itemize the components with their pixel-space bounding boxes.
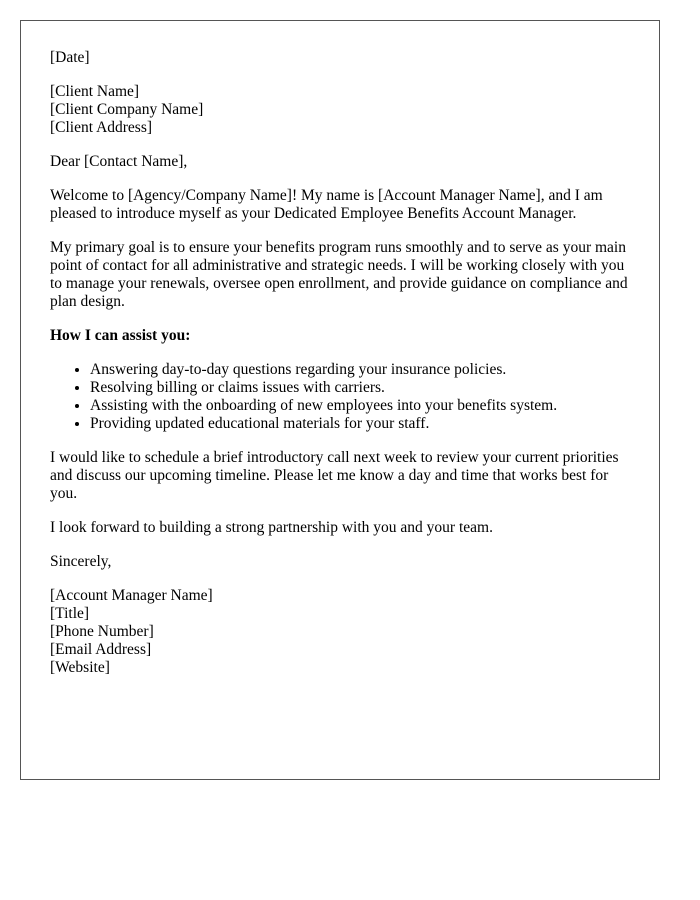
signature-block — [50, 587, 630, 677]
letter-page — [20, 20, 660, 780]
recipient-company: [Client Company Name] — [50, 101, 204, 118]
list-item: • Resolving billing or claims issues with carriers. — [90, 379, 630, 397]
call-paragraph: I would like to schedule a brief introductory call next week to review your current priorities and discuss our upcoming timeline. Please let me know a day and time that works best for you. — [50, 449, 619, 502]
assist-heading: How I can assist you: — [50, 327, 191, 344]
signoff: Sincerely, — [50, 553, 112, 570]
letter-body — [50, 49, 630, 693]
signature-phone: [Phone Number] — [50, 623, 154, 640]
list-item: • Answering day-to-day questions regarding your insurance policies. — [90, 361, 630, 379]
signature-title: [Title] — [50, 605, 90, 622]
signature-email: [Email Address] — [50, 641, 152, 658]
goal-paragraph: My primary goal is to ensure your benefits program runs smoothly and to serve as your main point of contact for all administrative and strategic needs. I will be working closely with you to manage your renewals, oversee open enrollment, and provide guidance on compliance and plan design. — [50, 239, 628, 310]
date-block — [50, 49, 630, 67]
list-item: • Providing updated educational materials for your staff. — [90, 415, 630, 433]
list-item: • Assisting with the onboarding of new employees into your benefits system. — [90, 397, 630, 415]
recipient-address: [Client Address] — [50, 119, 153, 136]
signature-website: [Website] — [50, 659, 110, 676]
closing-paragraph: I look forward to building a strong partnership with you and your team. — [50, 519, 493, 536]
letter-date: [Date] — [50, 49, 90, 66]
salutation: Dear [Contact Name], — [50, 153, 188, 170]
recipient-block — [50, 83, 630, 137]
signature-name: [Account Manager Name] — [50, 587, 213, 604]
recipient-name: [Client Name] — [50, 83, 140, 100]
assist-list — [50, 361, 630, 433]
intro-paragraph: Welcome to [Agency/Company Name]! My name is [Account Manager Name], and I am pleased to introduce myself as your Dedicated Employee Benefits Account Manager. — [50, 187, 603, 222]
